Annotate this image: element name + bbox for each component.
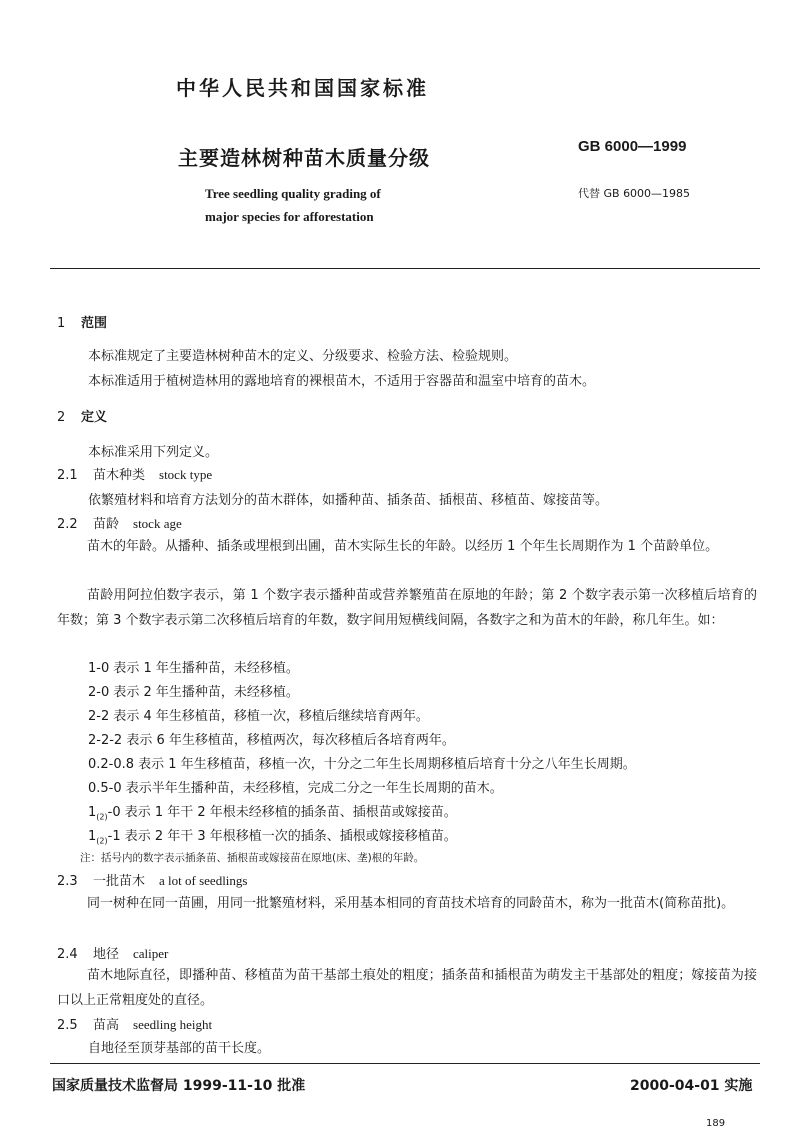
example-item (88, 825, 457, 846)
subsection-2-4-heading (57, 943, 168, 962)
definition: 自地径至顶芽基部的苗干长度。 (88, 1041, 271, 1056)
example-text: -0 表示 1 年干 2 年根未经移植的插条苗、插根苗或嫁接苗。 (107, 805, 457, 820)
example-item: 1-0 表示 1 年生播种苗，未经移植。 (88, 661, 299, 676)
term-english: caliper (133, 946, 169, 961)
subsection-number: 2.2 (57, 517, 78, 532)
approval-line: 国家质量技术监督局 1999-11-10 批准 (52, 1078, 306, 1094)
replaces-note: 代替 GB 6000—1985 (578, 187, 691, 200)
implementation-date: 2000-04-01 实施 (630, 1078, 753, 1094)
subsection-2-2-heading (57, 513, 182, 532)
page-number: 189 (706, 1118, 726, 1129)
subsection-2-1-heading (57, 464, 212, 483)
footer-divider (50, 1063, 760, 1064)
term-english: stock age (133, 516, 182, 531)
section-number: 2 (57, 410, 66, 425)
term-english: stock type (159, 467, 213, 482)
term-english: a lot of seedlings (159, 873, 248, 888)
subsection-number: 2.1 (57, 468, 78, 483)
paragraph: 本标准采用下列定义。 (88, 445, 219, 460)
subsection-number: 2.5 (57, 1018, 78, 1033)
term: 苗龄 (93, 517, 120, 532)
term-english: seedling height (133, 1017, 213, 1032)
term: 苗高 (93, 1018, 120, 1033)
issuing-organization: 中华人民共和国国家标准 (176, 76, 429, 100)
section-2-heading (57, 406, 107, 425)
english-title-line1: Tree seedling quality grading of (205, 186, 381, 201)
section-title: 定义 (81, 410, 108, 425)
definition: 依繁殖材料和培育方法划分的苗木群体，如播种苗、插条苗、插根苗、移植苗、嫁接苗等。 (88, 493, 609, 508)
example-age-subscript: (2) (96, 836, 108, 846)
example-item: 0.2-0.8 表示 1 年生移植苗，移植一次，十分之二年生长周期移植后培育十分之八年生长周期。 (88, 757, 636, 772)
example-item: 2-2 表示 4 年生移植苗，移植一次，移植后继续培育两年。 (88, 709, 429, 724)
paragraph: 本标准适用于植树造林用的露地培育的裸根苗木，不适用于容器苗和温室中培育的苗木。 (88, 374, 596, 389)
example-item: 2-0 表示 2 年生播种苗，未经移植。 (88, 685, 299, 700)
example-item: 0.5-0 表示半年生播种苗，未经移植，完成二分之一年生长周期的苗木。 (88, 781, 503, 796)
english-title-line2: major species for afforestation (205, 209, 374, 224)
paragraph: 苗龄用阿拉伯数字表示，第 1 个数字表示播种苗或营养繁殖苗在原地的年龄；第 2 个数字表示第一次移植后培育的年数；第 3 个数字表示第二次移植后培育的年数，数字间用短横线间隔，各数字之和为苗木的年龄，称几年生。如： (57, 588, 757, 628)
standard-number: GB 6000—1999 (578, 138, 687, 155)
example-text: -1 表示 2 年干 3 年根移植一次的插条、插根或嫁接移植苗。 (107, 829, 457, 844)
example-item (88, 801, 457, 822)
term: 地径 (93, 947, 120, 962)
section-number: 1 (57, 316, 66, 331)
example-age-subscript: (2) (96, 812, 108, 822)
definition: 同一树种在同一苗圃，用同一批繁殖材料，采用基本相同的育苗技术培育的同龄苗木，称为一批苗木(简称苗批)。 (87, 896, 735, 911)
section-title: 范围 (81, 316, 108, 331)
example-item: 2-2-2 表示 6 年生移植苗，移植两次，每次移植后各培育两年。 (88, 733, 455, 748)
paragraph: 本标准规定了主要造林树种苗木的定义、分级要求、检验方法、检验规则。 (88, 349, 518, 364)
example-age-main: 1 (88, 829, 97, 844)
subsection-2-3-heading (57, 870, 247, 889)
term: 苗木种类 (93, 468, 146, 483)
section-1-heading (57, 312, 107, 331)
term: 一批苗木 (93, 874, 146, 889)
definition: 苗木的年龄。从播种、插条或埋根到出圃，苗木实际生长的年龄。以经历 1 个年生长周期作为 1 个苗龄单位。 (87, 539, 719, 554)
subsection-2-5-heading (57, 1014, 212, 1033)
document-title: 主要造林树种苗木质量分级 (178, 146, 430, 170)
header-divider (50, 268, 760, 269)
definition: 苗木地际直径，即播种苗、移植苗为苗干基部土痕处的粗度；插条苗和插根苗为萌发主干基部处的粗度；嫁接苗为接口以上正常粗度处的直径。 (57, 968, 757, 1008)
example-age-main: 1 (88, 805, 97, 820)
subsection-number: 2.3 (57, 874, 78, 889)
subsection-number: 2.4 (57, 947, 78, 962)
note: 注：括号内的数字表示插条苗、插根苗或嫁接苗在原地(床、垄)根的年龄。 (80, 852, 425, 864)
